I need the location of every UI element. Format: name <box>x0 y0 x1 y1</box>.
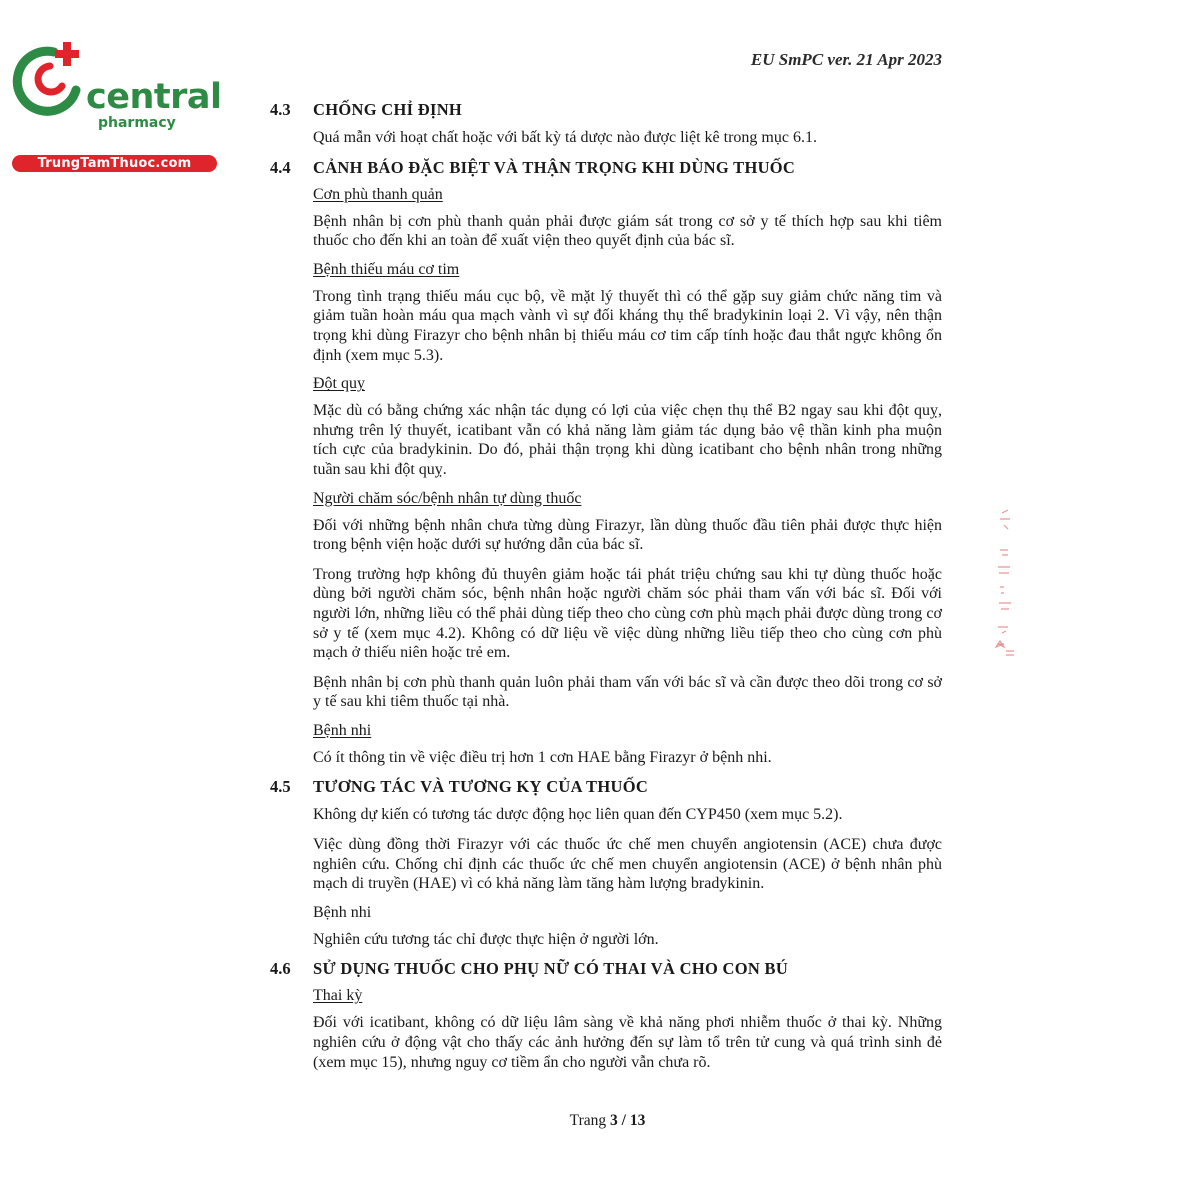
paragraph: Việc dùng đồng thời Firazyr với các thuốc ức chế men chuyển angiotensin (ACE) chưa được nghiên cứu. Chống chỉ định các thuốc ức chế men chuyển angiotensin (ACE) ở bệnh nhân phù mạch di truyền (HAE) vì có khả năng làm tăng hàm lượng bradykinin. <box>313 836 942 893</box>
section-title: SỬ DỤNG THUỐC CHO PHỤ NỮ CÓ THAI VÀ CHO CON BÚ <box>313 959 789 979</box>
logo-mark-icon <box>10 38 90 118</box>
section-heading-4-3 <box>270 100 942 120</box>
paragraph: Trong trường hợp không đủ thuyên giảm hoặc tái phát triệu chứng sau khi tự dùng thuốc hoặc dùng bởi người chăm sóc, bệnh nhân hoặc người chăm sóc phải tham vấn với bác sĩ. Đối với người lớn, những liều có thể phải dùng tiếp theo cho cùng cơn phù mạch phải được dùng trong cơ sở y tế (xem mục 4.2). Không có dữ liệu về việc dùng những liều tiếp theo cho cùng cơn phù mạch ở thiếu niên hoặc trẻ em. <box>313 565 942 662</box>
paragraph: Đối với những bệnh nhân chưa từng dùng Firazyr, lần dùng thuốc đầu tiên phải được thực hiện trong bệnh viện hoặc dưới sự hướng dẫn của bác sĩ. <box>313 516 942 554</box>
section-heading-4-6 <box>270 959 942 979</box>
paragraph: Bệnh nhân bị cơn phù thanh quản luôn phải tham vấn với bác sĩ và cần được theo dõi trong cơ sở y tế sau khi tiêm thuốc tại nhà. <box>313 673 942 711</box>
section-heading-4-5 <box>270 777 942 797</box>
paragraph: Quá mẫn với hoạt chất hoặc với bất kỳ tá dược nào được liệt kê trong mục 6.1. <box>313 129 817 146</box>
subheading: Thai kỳ <box>313 987 363 1005</box>
page-footer <box>0 1112 1200 1130</box>
section-number: 4.5 <box>270 777 291 797</box>
page-label: Trang <box>569 1112 607 1129</box>
subheading: Cơn phù thanh quản <box>313 185 443 203</box>
document-body <box>270 100 942 1082</box>
subheading: Bệnh nhi <box>313 903 372 921</box>
subheading: Bệnh nhi <box>313 721 372 739</box>
pharmacy-logo <box>10 38 225 171</box>
paragraph: Bệnh nhân bị cơn phù thanh quản phải được giám sát trong cơ sở y tế thích hợp sau khi tiêm thuốc cho đến khi an toàn để xuất viện theo quyết định của bác sĩ. <box>313 212 942 250</box>
document-version: EU SmPC ver. 21 Apr 2023 <box>750 50 942 69</box>
section-title: TƯƠNG TÁC VÀ TƯƠNG KỴ CỦA THUỐC <box>313 777 649 797</box>
subheading: Đột quỵ <box>313 375 365 393</box>
section-title: CHỐNG CHỈ ĐỊNH <box>313 100 463 119</box>
paragraph: Trong tình trạng thiếu máu cục bộ, về mặt lý thuyết thì có thể gặp suy giảm chức năng tim và giảm tuần hoàn máu qua mạch vành vì sự đối kháng thụ thể bradykinin loại 2. Vì vậy, nên thận trọng khi dùng Firazyr cho bệnh nhân bị thiếu máu cơ tim cấp tính hoặc đau thắt ngực không ổn định (xem mục 5.3). <box>313 287 942 364</box>
paragraph: Mặc dù có bằng chứng xác nhận tác dụng có lợi của việc chẹn thụ thể B2 ngay sau khi đột quỵ, nhưng trên lý thuyết, icatibant vẫn có khả năng làm giảm tác dụng bảo vệ thần kinh pha muộn tích cực của bradykinin. Do đó, phải thận trọng khi dùng icatibant cho bệnh nhân trong những tuần sau khi đột quỵ. <box>313 402 942 478</box>
paragraph: Đối với icatibant, không có dữ liệu lâm sàng về khả năng phơi nhiễm thuốc ở thai kỳ. Những nghiên cứu ở động vật cho thấy các ảnh hưởng đến sự làm tổ trên tử cung và quá trình sinh đẻ (xem mục 15), nhưng nguy cơ tiềm ẩn cho người vẫn chưa rõ. <box>313 1014 942 1071</box>
logo-subtitle: pharmacy <box>98 115 176 131</box>
subheading: Người chăm sóc/bệnh nhân tự dùng thuốc <box>313 489 582 507</box>
logo-website[interactable]: TrungTamThuoc.com <box>12 155 217 172</box>
stamp-fragment-icon <box>990 505 1020 665</box>
paragraph: Có ít thông tin về việc điều trị hơn 1 cơn HAE bằng Firazyr ở bệnh nhi. <box>313 748 772 766</box>
section-heading-4-4 <box>270 158 942 178</box>
logo-name: central <box>86 77 222 117</box>
paragraph: Không dự kiến có tương tác dược động học liên quan đến CYP450 (xem mục 5.2). <box>313 806 843 824</box>
section-title: CẢNH BÁO ĐẶC BIỆT VÀ THẬN TRỌNG KHI DÙNG THUỐC <box>313 157 796 177</box>
subheading: Bệnh thiếu máu cơ tim <box>313 260 460 278</box>
paragraph: Nghiên cứu tương tác chỉ được thực hiện ở người lớn. <box>313 930 659 948</box>
section-number: 4.3 <box>270 100 291 119</box>
section-number: 4.6 <box>270 959 291 979</box>
page-number: 3 / 13 <box>610 1112 646 1129</box>
section-number: 4.4 <box>270 157 291 177</box>
